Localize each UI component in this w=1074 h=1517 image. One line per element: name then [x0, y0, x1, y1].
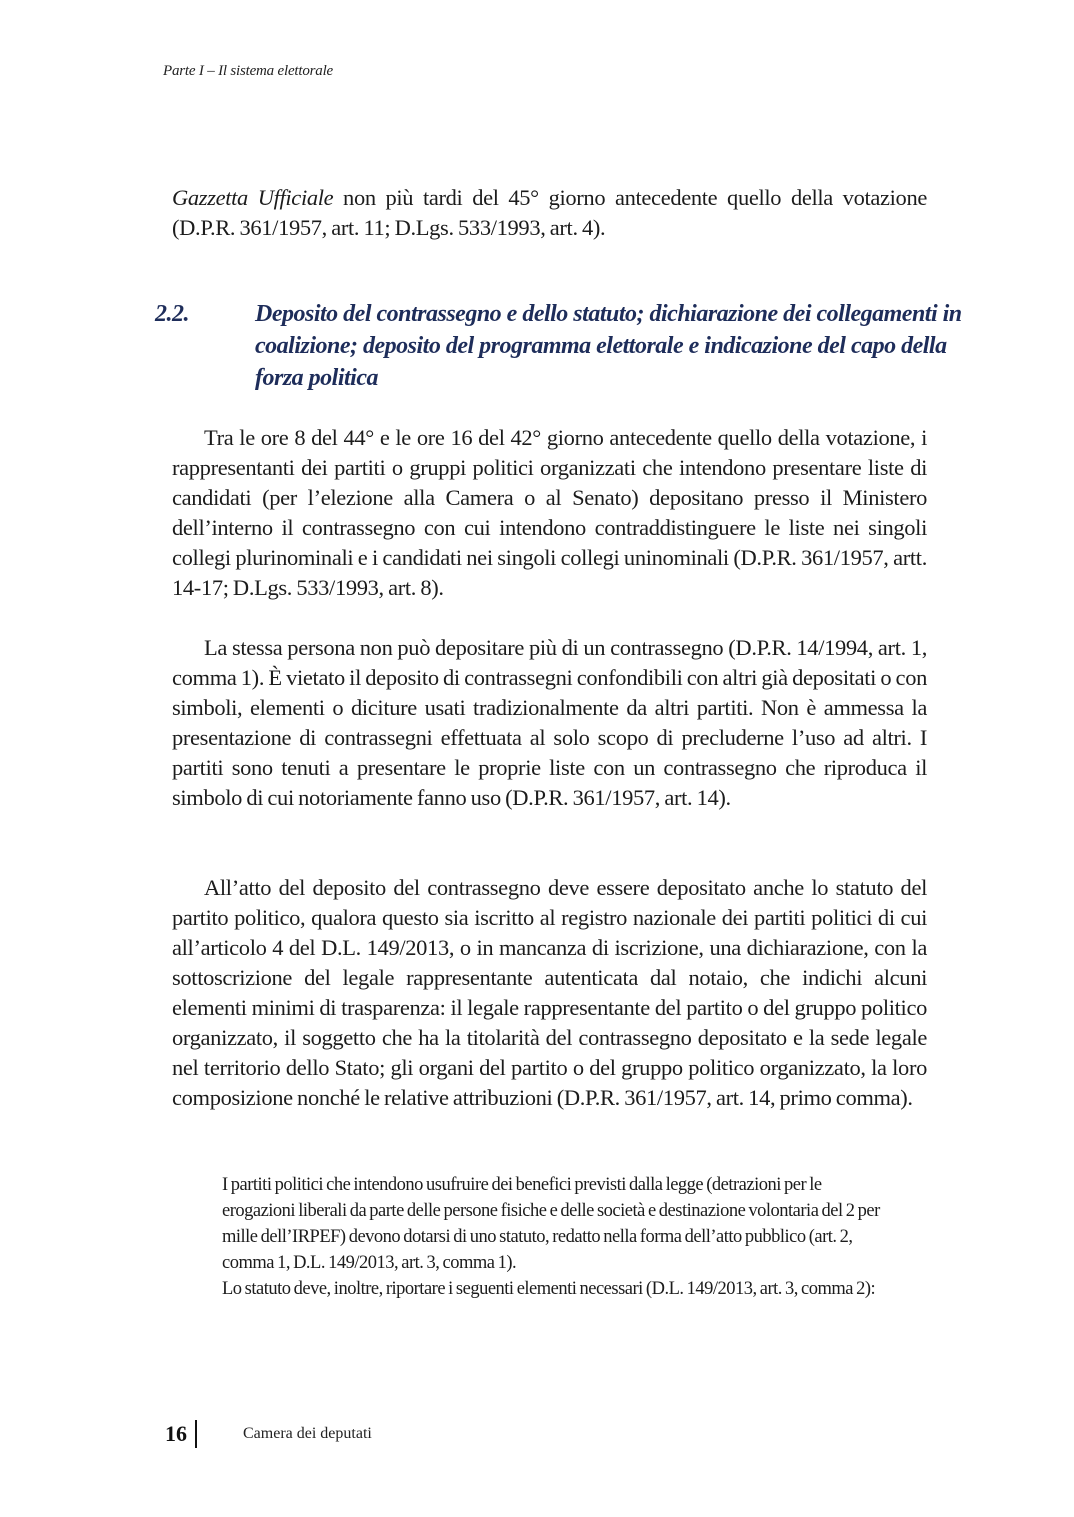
page-footer [165, 1418, 372, 1450]
footer-divider [195, 1420, 197, 1448]
paragraph-deposito-contrassegno: Tra le ore 8 del 44° e le ore 16 del 42° giorno antecedente quello della votazione, i rappresentanti dei partiti o gruppi politici organizzati che intendono presentare liste di candidati (per l’elezione alla Camera o al Senato) depositano presso il Ministero dell’interno il contrassegno con cui intendono contraddistinguere le liste nei singoli collegi plurinominali e i candidati nei singoli collegi uninominali (D.P.R. 361/1957, artt. 14-17; D.Lgs. 533/1993, art. 8). [172, 425, 927, 600]
section-heading [155, 298, 977, 394]
running-header: Parte I – Il sistema elettorale [163, 63, 334, 79]
paragraph-stessa-persona: La stessa persona non può depositare più di un contrassegno (D.P.R. 14/1994, art. 1, comma 1). È vietato il deposito di contrassegni confondibili con altri già depositati o con simboli, elementi o diciture usati tradizionalmente da altri partiti. Non è ammessa la presentazione di contrassegni effettuata al solo scopo di precluderne l’uso ad altri. I partiti sono tenuti a presentare le proprie liste con un contrassegno che riproduca il simbolo di cui notoriamente fanno uso (D.P.R. 361/1957, art. 14). [172, 635, 927, 810]
intro-paragraph [172, 183, 927, 243]
statuto-note [222, 1172, 884, 1302]
section-title: Deposito del contrassegno e dello statuto; dichiarazione dei collegamenti in coalizione; deposito del programma elettorale e indicazione del capo della forza politica [255, 301, 962, 391]
note-line-benefici: I partiti politici che intendono usufruire dei benefici previsti dalla legge (detrazioni per le erogazioni liberali da parte delle persone fisiche e delle società e destinazione volontaria del 2 per mille dell’IRPEF) devono dotarsi di uno statuto, redatto nella forma dell’atto pubblico (art. 2, comma 1, D.L. 149/2013, art. 3, comma 1). [222, 1175, 880, 1273]
note-line-elementi: Lo statuto deve, inoltre, riportare i seguenti elementi necessari (D.L. 149/2013, art. 3, comma 2): [222, 1279, 876, 1299]
paragraph-deposito-statuto: All’atto del deposito del contrassegno deve essere depositato anche lo statuto del partito politico, qualora questo sia iscritto al registro nazionale dei partiti politici di cui all’articolo 4 del D.L. 149/2013, o in mancanza di iscrizione, una dichiarazione, con la sottoscrizione del legale rappresentante autenticata dal notaio, che indichi alcuni elementi minimi di trasparenza: il legale rappresentante del partito o del gruppo politico organizzato, il soggetto che ha la titolarità del contrassegno depositato e la sede legale nel territorio dello Stato; gli organi del partito o del gruppo politico organizzato, la loro composizione nonché le relative attribuzioni (D.P.R. 361/1957, art. 14, primo comma). [172, 875, 927, 1110]
section-number: 2.2. [155, 301, 189, 327]
intro-text: non più tardi del 45° giorno antecedente quello della votazione (D.P.R. 361/1957, art. 11; D.Lgs. 533/1993, art. 4). [172, 185, 927, 240]
page-number: 16 [165, 1421, 187, 1446]
publisher-label: Camera dei deputati [243, 1425, 372, 1442]
gazzetta-ufficiale-italic: Gazzetta Ufficiale [172, 185, 334, 210]
